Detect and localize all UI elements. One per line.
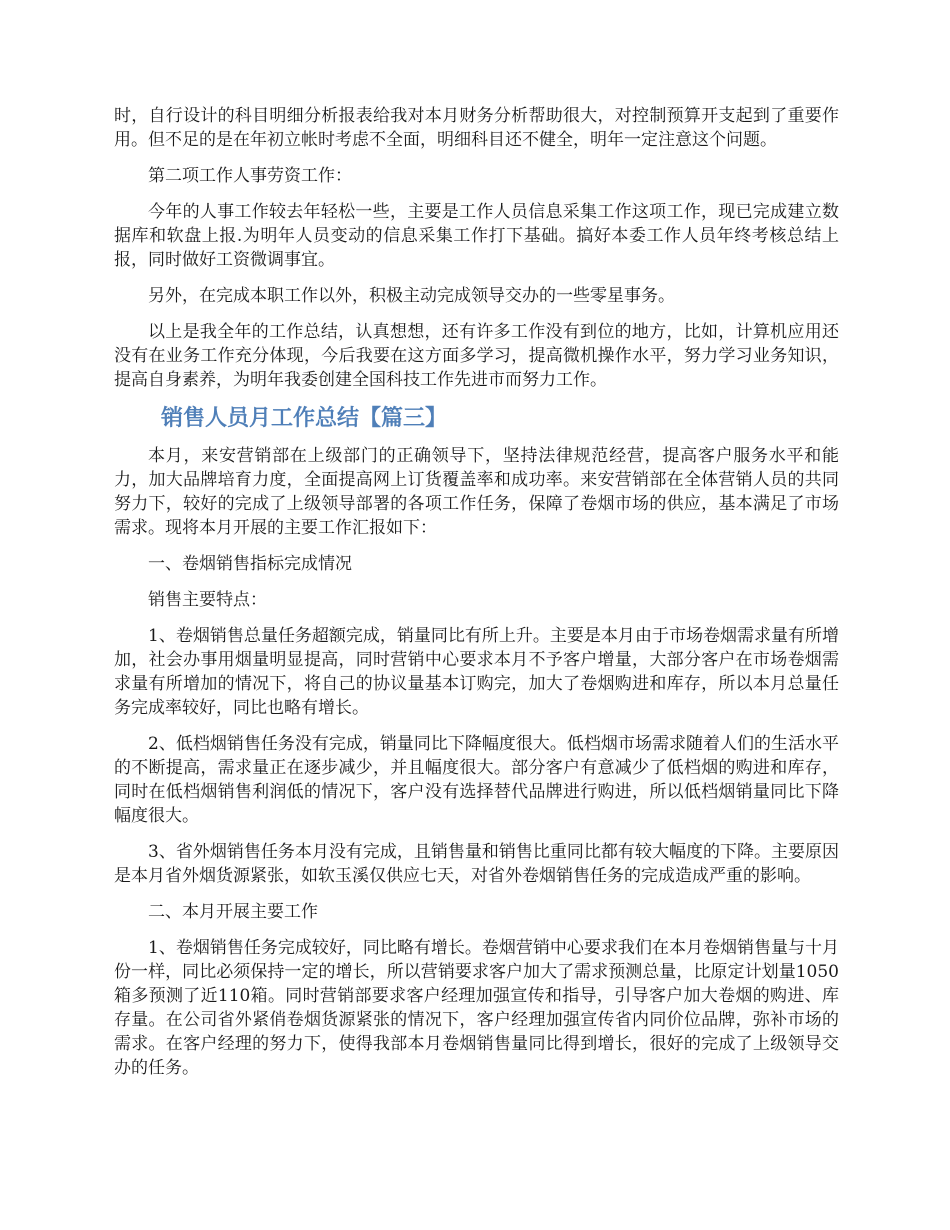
paragraph-hr-heading: 第二项工作人事劳资工作： bbox=[148, 166, 352, 186]
paragraph-point-2: 2、低档烟销售任务没有完成，销量同比下降幅度很大。低档烟市场需求随着人们的生活水平的不断提高，需求量正在逐步减少，并且幅度很大。部分客户有意减少了低档烟的购进和库存，同时在低档烟销售利润低的情况下，客户没有选择替代品牌进行购进，所以低档烟销量同比下降幅度很大。 bbox=[114, 734, 839, 826]
paragraph-work-point-1: 1、卷烟销售任务完成较好，同比略有增长。卷烟营销中心要求我们在本月卷烟销售量与十月份一样，同比必须保持一定的增长，所以营销要求客户加大了需求预测总量，比原定计划量1050箱多预测了近110箱。同时营销部要求客户经理加强宣传和指导，引导客户加大卷烟的购进、库存量。在公司省外紧俏卷烟货源紧张的情况下，客户经理加强宣传省内同价位品牌，弥补市场的需求。在客户经理的努力下，使得我部本月卷烟销售量同比得到增长，很好的完成了上级领导交办的任务。 bbox=[114, 938, 839, 1078]
paragraph-subheading-main-work: 二、本月开展主要工作 bbox=[148, 902, 318, 922]
paragraph-intro: 本月，来安营销部在上级部门的正确领导下，坚持法律规范经营，提高客户服务水平和能力，加大品牌培育力度，全面提高网上订货覆盖率和成功率。来安营销部在全体营销人员的共同努力下，较好的完成了上级领导部署的各项工作任务，保障了卷烟市场的供应，基本满足了市场需求。现将本月开展的主要工作汇报如下： bbox=[114, 446, 839, 538]
paragraph-point-3: 3、省外烟销售任务本月没有完成，且销售量和销售比重同比都有较大幅度的下降。主要原因是本月省外烟货源紧张，如软玉溪仅供应七天，对省外卷烟销售任务的完成造成严重的影响。 bbox=[114, 842, 839, 886]
paragraph-point-1: 1、卷烟销售总量任务超额完成，销量同比有所上升。主要是本月由于市场卷烟需求量有所增加，社会办事用烟量明显提高，同时营销中心要求本月不予客户增量，大部分客户在市场卷烟需求量有所增加的情况下，将自己的协议量基本订购完，加大了卷烟购进和库存，所以本月总量任务完成率较好，同比也略有增长。 bbox=[114, 626, 839, 718]
paragraph-other-duties: 另外，在完成本职工作以外，积极主动完成领导交办的一些零星事务。 bbox=[148, 286, 675, 306]
section-title: 销售人员月工作总结【篇三】 bbox=[161, 406, 448, 431]
paragraph-year-summary: 以上是我全年的工作总结，认真想想，还有许多工作没有到位的地方，比如，计算机应用还没有在业务工作充分体现，今后我要在这方面多学习，提高微机操作水平，努力学习业务知识，提高自身素养，为明年我委创建全国科技工作先进市而努力工作。 bbox=[114, 322, 839, 390]
paragraph-continuation: 时，自行设计的科目明细分析报表给我对本月财务分析帮助很大，对控制预算开支起到了重要作用。但不足的是在年初立帐时考虑不全面，明细科目还不健全，明年一定注意这个问题。 bbox=[114, 106, 839, 150]
document-page bbox=[114, 104, 839, 1092]
paragraph-subheading-sales-targets: 一、卷烟销售指标完成情况 bbox=[148, 554, 352, 574]
paragraph-hr-work: 今年的人事工作较去年轻松一些，主要是工作人员信息采集工作这项工作，现已完成建立数据库和软盘上报.为明年人员变动的信息采集工作打下基础。搞好本委工作人员年终考核总结上报，同时做好工资微调事宜。 bbox=[114, 202, 839, 270]
paragraph-sales-features-label: 销售主要特点： bbox=[148, 590, 267, 610]
